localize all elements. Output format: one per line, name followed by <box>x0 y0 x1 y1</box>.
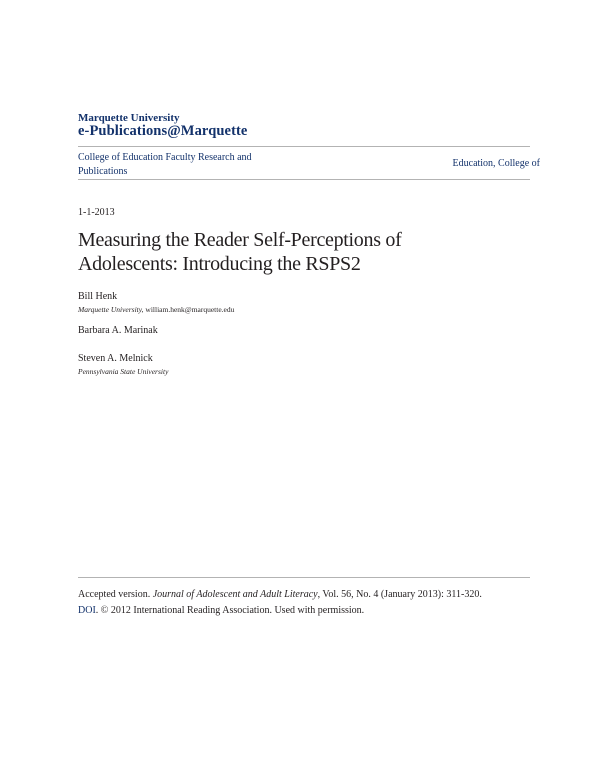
citation-details: , Vol. 56, No. 4 (January 2013): 311-320. <box>317 589 482 600</box>
citation <box>78 587 530 619</box>
top-divider <box>78 146 530 147</box>
citation-prefix: Accepted version. <box>78 589 153 600</box>
author-name: Barbara A. Marinak <box>78 325 158 336</box>
paper-title <box>78 228 498 276</box>
author-name: Steven A. Melnick <box>78 353 153 364</box>
university-name: Marquette University <box>78 112 180 124</box>
department-link[interactable]: Education, College of <box>452 158 540 169</box>
author-affiliation: Pennsylvania State University <box>78 367 169 376</box>
journal-name: Journal of Adolescent and Adult Literacy <box>152 589 318 600</box>
repository-name[interactable]: e-Publications@Marquette <box>78 123 248 139</box>
author-affiliation: Marquette University, william.henk@marquette.edu <box>78 305 235 314</box>
doi-link[interactable]: DOI <box>78 605 96 616</box>
bottom-divider <box>78 179 530 180</box>
citation-divider <box>78 577 530 578</box>
title-line-2: Adolescents: Introducing the RSPS2 <box>78 253 361 275</box>
copyright-notice: . © 2012 International Reading Association. Used with permission. <box>95 605 365 616</box>
publication-date: 1-1-2013 <box>78 207 115 218</box>
collection-link[interactable]: College of Education Faculty Research and Publications <box>78 152 252 177</box>
title-line-1: Measuring the Reader Self-Perceptions of <box>78 229 402 251</box>
affiliation-text: Marquette University <box>78 305 142 314</box>
author-name: Bill Henk <box>78 291 118 302</box>
author-email[interactable]: william.henk@marquette.edu <box>145 305 235 314</box>
